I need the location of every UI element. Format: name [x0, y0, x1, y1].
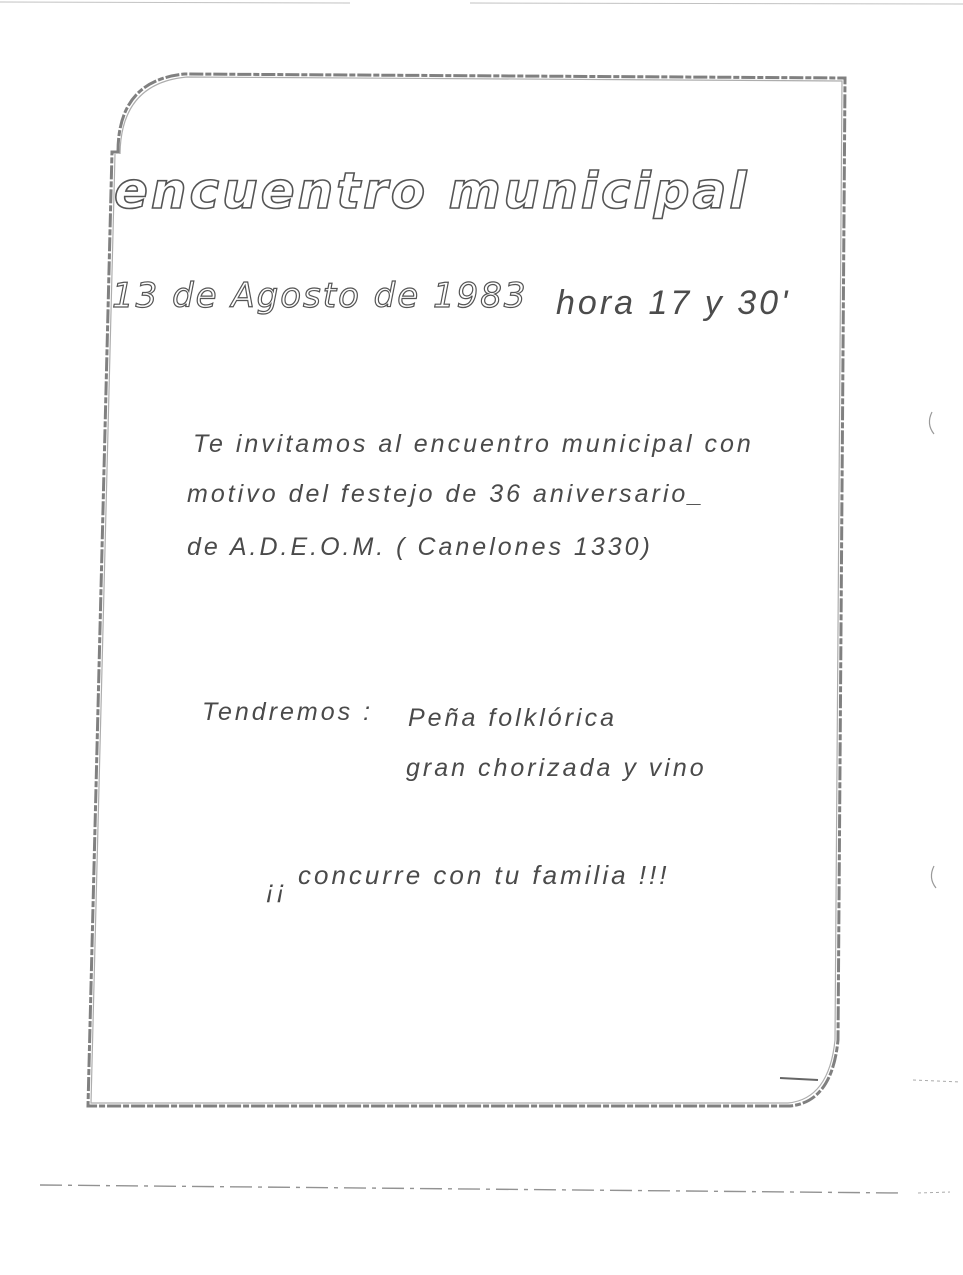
closing-message: concurre con tu familia !!! [298, 860, 670, 890]
closing-exclamation-open: ¡¡ [266, 874, 288, 904]
invitation-line-3: de A.D.E.O.M. ( Canelones 1330) [187, 533, 653, 561]
program-item: gran chorizada y vino [406, 754, 707, 782]
event-hour: hora 17 y 30' [556, 284, 791, 322]
program-item: Peña folklórica [408, 704, 617, 732]
invitation-line-1: Te invitamos al encuentro municipal con [193, 430, 754, 458]
program-label: Tendremos : [202, 698, 374, 726]
flyer-title: encuentro municipal [114, 162, 750, 220]
event-date: 13 de Agosto de 1983 [112, 276, 528, 316]
invitation-line-2: motivo del festejo de 36 aniversario_ [187, 480, 706, 508]
